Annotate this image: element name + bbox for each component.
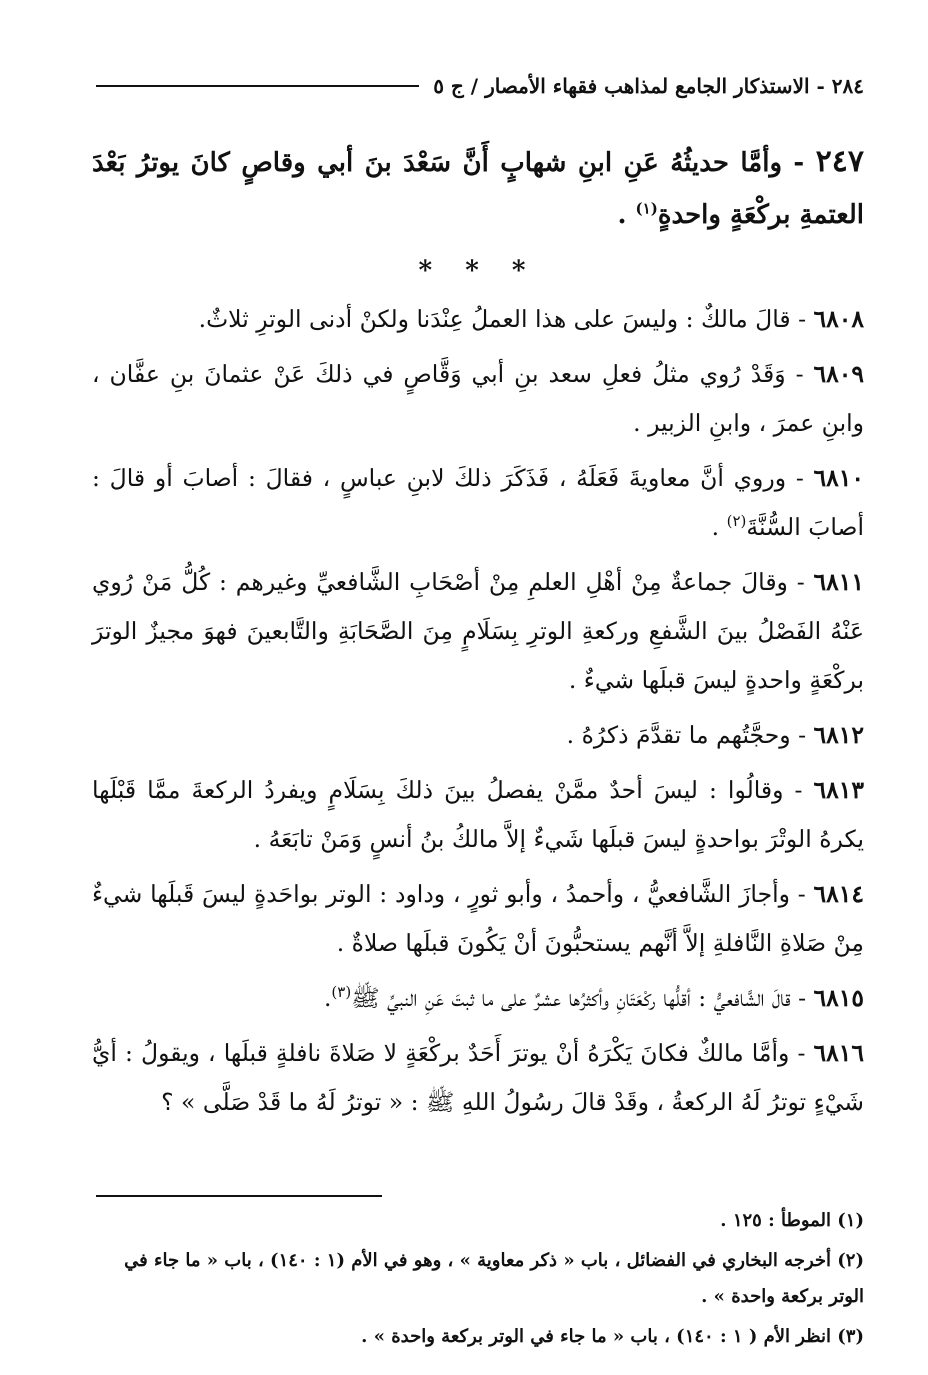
hadith-number: ٢٤٧ — [815, 144, 864, 179]
paragraph — [92, 1029, 864, 1127]
running-title: ٢٨٤ - الاستذكار الجامع لمذاهب فقهاء الأمصار / ج ٥ — [433, 74, 864, 98]
paragraph-text: - وقالُوا : ليسَ أحدٌ ممَّنْ يفصلُ بينَ ذلكَ بِسَلَامٍ ويفردُ الركعةَ ممَّا قَبْلَها يكرهُ الوتْرَ بواحدةٍ ليسَ قبلَها شَيءٌ إلاَّ مالكُ بنُ أنسٍ وَمَنْ تابَعَهُ . — [92, 776, 864, 853]
paragraph-number: ٦٨١٦ — [813, 1039, 864, 1067]
paragraph — [92, 454, 864, 552]
paragraph-text: - وروي أنَّ معاويةَ فَعَلَهُ ، فَذَكَرَ ذلكَ لابنِ عباسٍ ، فقالَ : أصابَ أو قالَ : أصابَ السُّنَّةَ — [92, 464, 864, 541]
footnote: (٢) أخرجه البخاري في الفضائل ، باب « ذكر معاوية » ، وهو في الأم (١ : ١٤٠) ، باب « ما جاء في الوتر بركعة واحدة » . — [124, 1250, 864, 1307]
paragraph — [92, 558, 864, 705]
paragraph-text: - وَقَدْ رُوي مثلُ فعلِ سعد بنِ أبي وَقَّاصٍ في ذلكَ عَنْ عثمانَ بنِ عفَّان ، وابنِ عمرَ ، وابنِ الزبير . — [92, 360, 864, 437]
footnote: (١) الموطأ : ١٢٥ . — [720, 1210, 864, 1231]
paragraph — [92, 974, 864, 1023]
section-separator: * * * — [418, 256, 538, 286]
paragraph-text: - وقالَ جماعةٌ مِنْ أهْلِ العلمِ مِنْ أصْحَابِ الشَّافعيِّ وغيرهم : كُلُّ مَنْ رُوي عَنْهُ الفَصْلُ بينَ الشَّفعِ وركعةِ الوترِ بِسَلَامٍ مِنَ الصَّحَابَةِ والتَّابعينَ فهوَ مجيزٌ الوترَ بركْعَةٍ واحدةٍ ليسَ قبلَها شيءٌ . — [92, 568, 864, 694]
paragraph-number: ٦٨١١ — [813, 568, 864, 596]
paragraph — [92, 711, 864, 760]
page-header — [96, 66, 864, 106]
paragraph-text: - قالَ مالكٌ : وليسَ على هذا العملُ عِنْدَنا ولكنْ أدنى الوترِ ثلاثٌ. — [198, 305, 814, 333]
paragraph-number: ٦٨١٤ — [813, 880, 864, 908]
paragraph-number: ٦٨١٠ — [813, 464, 864, 492]
paragraph-number: ٦٨١٥ — [813, 984, 864, 1012]
paragraph-number: ٦٨٠٩ — [813, 360, 864, 388]
hadith-paragraph — [92, 136, 864, 241]
paragraph-text: - وأمَّا مالكٌ فكانَ يَكْرَهُ أنْ يوترَ أَحَدٌ بركْعَةٍ لا صَلاةَ نافلةٍ قبلَها ، ويقولُ : أيُّ شَيْءٍ توترُ لَهُ الركعةُ ، وقَدْ قالَ رسُولُ اللهِ ﷺ : « توترُ لَهُ ما قَدْ صَلَّى » ؟ — [92, 1039, 864, 1116]
footnote-ref: (٣) — [331, 983, 352, 1002]
paragraph-text: - وأجازَ الشَّافعيُّ ، وأحمدُ ، وأبو ثورٍ ، وداود : الوتر بواحَدةٍ ليسَ قَبلَها شيءٌ مِنْ صَلاةِ النَّافلةِ إلاَّ أنَّهم يستحبُّونَ أنْ يَكُونَ قبلَها صلاةٌ . — [92, 880, 864, 957]
footnote-ref: (١) — [635, 199, 658, 218]
paragraph-number: ٦٨١٣ — [813, 776, 864, 804]
paragraph-text: - وحجَّتُهم ما تقدَّمَ ذكرُهُ . — [566, 721, 814, 749]
footnotes — [92, 1203, 864, 1359]
paragraph-text: - قالَ الشَّافعيُّ : أقلُّها ركْعَتَانِ وأكثرُها عشرٌ على ما ثبتَ عَنِ النبيِّ ﷺ — [351, 984, 814, 1012]
paragraph-tail: . — [323, 984, 332, 1012]
paragraph — [92, 766, 864, 864]
paragraph-number: ٦٨١٢ — [813, 721, 864, 749]
header-rule — [96, 85, 419, 87]
paragraph — [92, 295, 864, 344]
paragraph — [92, 350, 864, 448]
paragraph-tail: . — [711, 513, 727, 541]
hadith-tail: . — [617, 200, 636, 230]
main-text — [92, 110, 864, 1133]
footnote: (٣) انظر الأم ( ١ : ١٤٠) ، باب « ما جاء في الوتر بركعة واحدة » . — [361, 1326, 864, 1347]
footnote-ref: (٢) — [726, 512, 747, 531]
footnote-rule — [96, 1195, 382, 1197]
hadith-text: - وأمَّا حديثُهُ عَنِ ابنِ شهابٍ أَنَّ سَعْدَ بنَ أبي وقاصٍ كانَ يوترُ بَعْدَ العتمةِ بركْعَةٍ واحدةٍ — [92, 148, 864, 230]
paragraph-number: ٦٨٠٨ — [813, 305, 864, 333]
paragraph — [92, 870, 864, 968]
